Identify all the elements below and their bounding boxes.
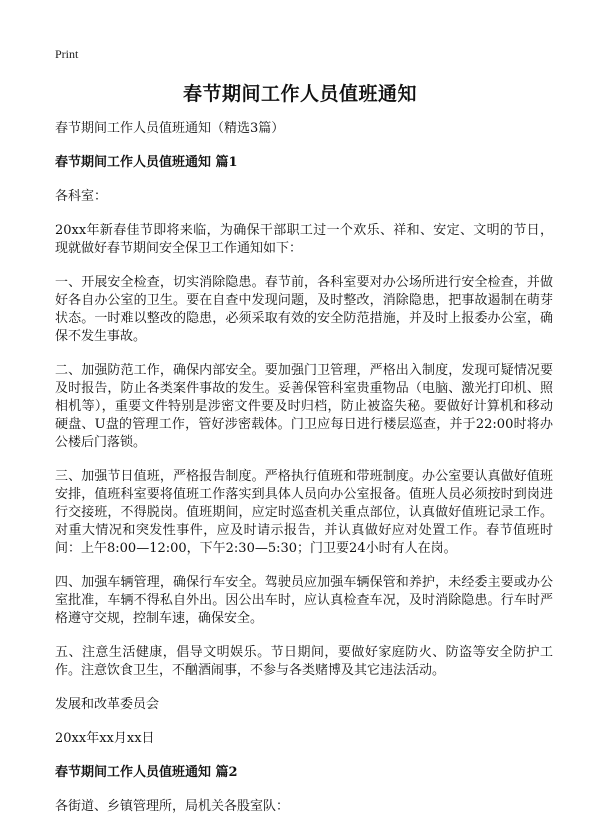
print-link[interactable]: Print [55, 47, 79, 61]
article-1-item-1: 一、开展安全检查，切实消除隐患。春节前，各科室要对办公场所进行安全检查，并做好各自办公室的卫生。要在自查中发现问题，及时整改，消除隐患，把事故遏制在萌芽状态。一时难以整改的隐患，必须采取有效的安全防范措施，并及时上报委办公室，确保不发生事故。 [55, 275, 553, 344]
article-1-item-2: 二、加强防范工作，确保内部安全。要加强门卫管理，严格出入制度，发现可疑情况要及时报告，防止各类案件事故的发生。妥善保管科室贵重物品（电脑、激光打印机、照相机等），重要文件特别是涉密文件要及时归档，防止被盗失秘。要做好计算机和移动硬盘、U盘的管理工作，管好涉密载体。门卫应每日进行楼层巡查，并于22:00时将办公楼后门落锁。 [55, 363, 553, 450]
article-1-item-4: 四、加强车辆管理，确保行车安全。驾驶员应加强车辆保管和养护，未经委主要或办公室批准，车辆不得私自外出。因公出车时，应认真检查车况，及时消除隐患。行车时严格遵守交规，控制车速，确保安全。 [55, 575, 553, 626]
article-1-heading: 春节期间工作人员值班通知 篇1 [55, 155, 238, 170]
page-title: 春节期间工作人员值班通知 [182, 83, 417, 105]
article-1-item-3: 三、加强节日值班，严格报告制度。严格执行值班和带班制度。办公室要认真做好值班安排，值班科室要将值班工作落实到具体人员向办公室报备。值班人员必须按时到岗进行交接班，不得脱岗。值班期间，应定时巡查机关重点部位，认真做好值班记录工作。对重大情况和突发性事件，应及时请示报告，并认真做好应对处置工作。春节值班时间：上午8:00—12:00，下午2:30—5:30；门卫要24小时有人在岗。 [55, 469, 553, 556]
article-1-intro: 20xx年新春佳节即将来临，为确保干部职工过一个欢乐、祥和、安定、文明的节日，现就做好春节期间安全保卫工作通知如下： [55, 223, 553, 256]
article-1-date: 20xx年xx月xx日 [55, 731, 155, 746]
article-1-salutation: 各科室： [55, 189, 108, 204]
article-1-issuer: 发展和改革委员会 [55, 697, 160, 712]
document-subtitle: 春节期间工作人员值班通知（精选3篇） [55, 121, 285, 136]
article-1-item-5: 五、注意生活健康，倡导文明娱乐。节日期间，要做好家庭防火、防盗等安全防护工作。注意饮食卫生，不酗酒闹事，不参与各类赌博及其它违法活动。 [55, 645, 553, 678]
document-body [55, 120, 553, 832]
article-2-heading: 春节期间工作人员值班通知 篇2 [55, 765, 238, 780]
article-2-salutation: 各街道、乡镇管理所，局机关各股室队： [55, 799, 290, 814]
